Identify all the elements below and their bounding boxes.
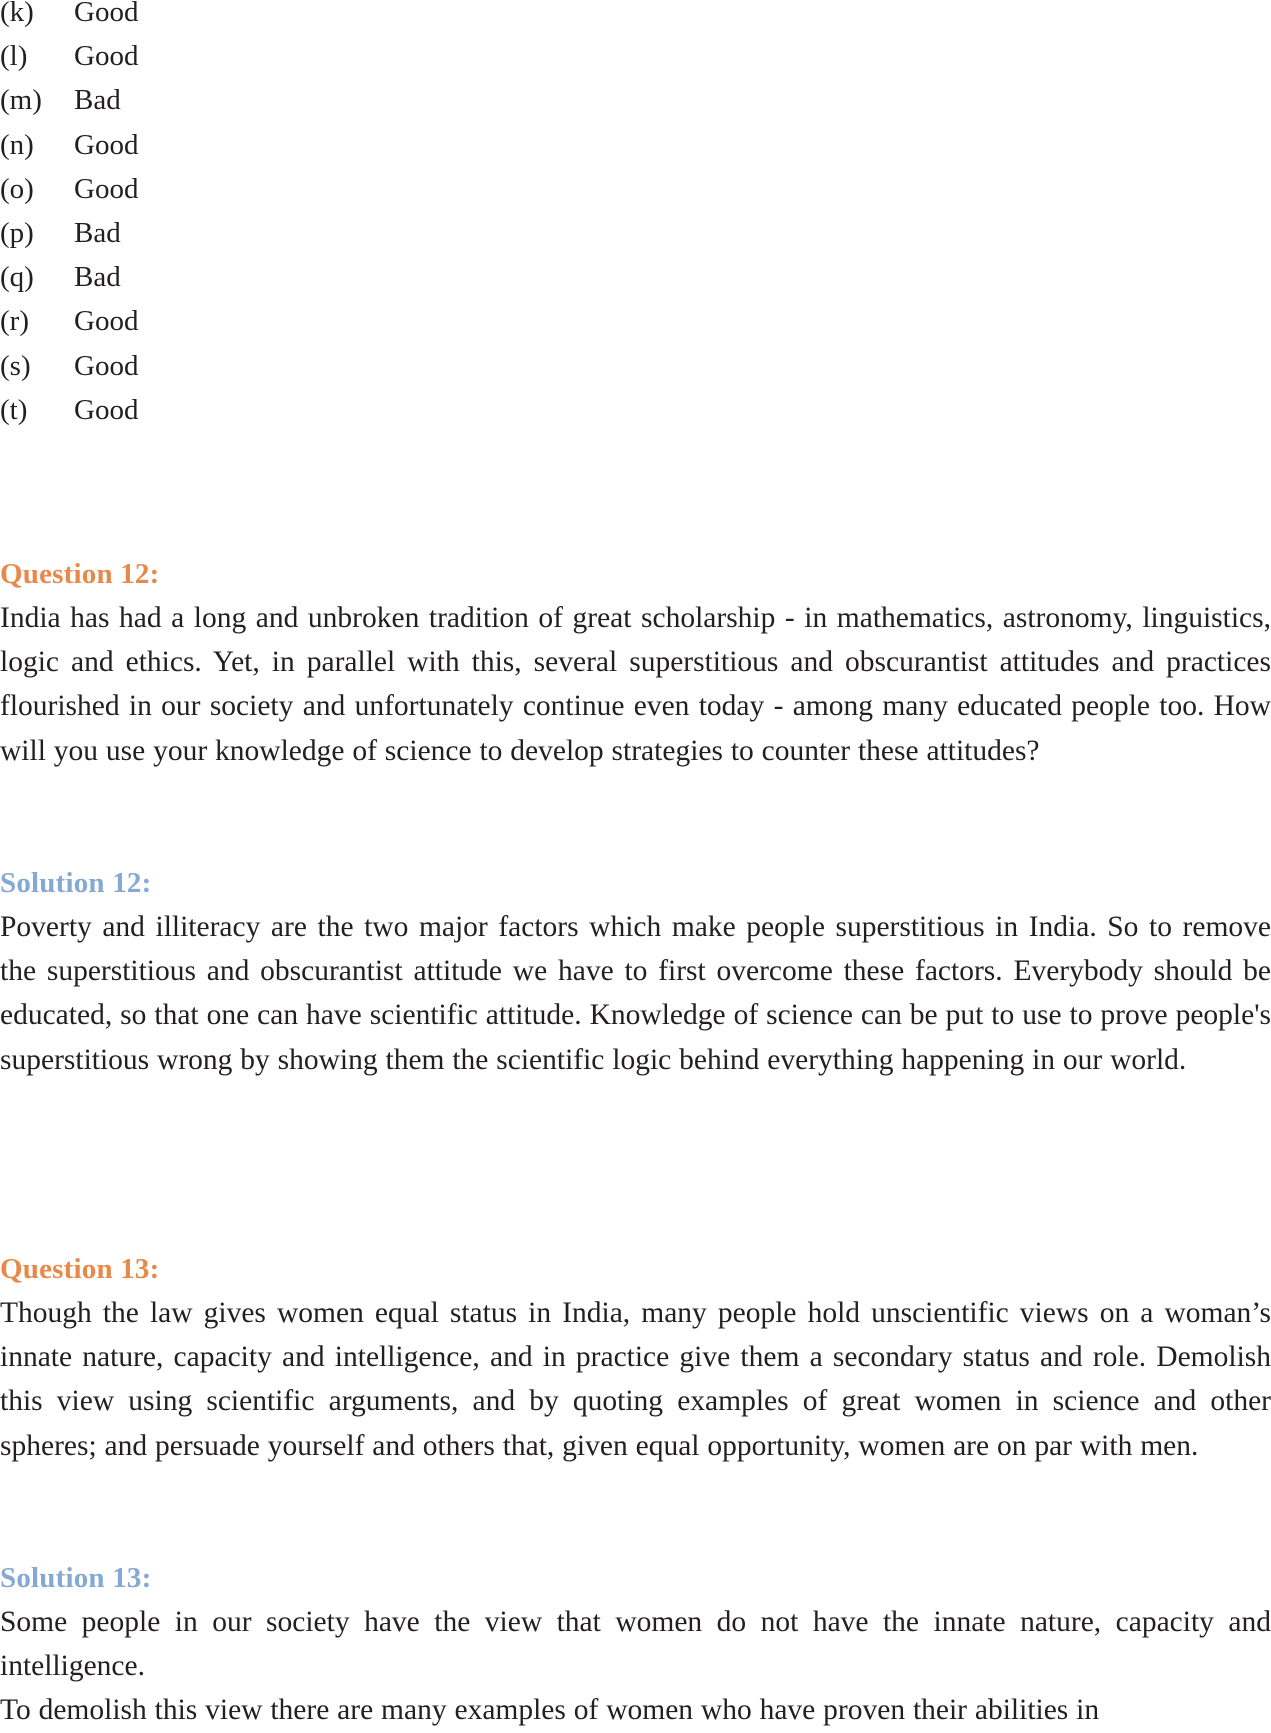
answer-item — [0, 255, 138, 299]
answer-item — [0, 299, 138, 343]
answer-label: (s) — [0, 349, 31, 382]
answer-value: Bad — [74, 216, 121, 249]
question-13 — [0, 1247, 1271, 1468]
answer-item — [0, 211, 138, 255]
question-heading: Question 13: — [0, 1253, 160, 1285]
answer-item — [0, 344, 138, 388]
solution-heading: Solution 13: — [0, 1562, 152, 1594]
answer-value: Good — [74, 40, 139, 73]
solution-text-1: Some people in our society have the view that women do not have the innate nature, capacity and intelligence. — [0, 1606, 1271, 1683]
answer-label: (n) — [0, 128, 34, 161]
answer-value: Good — [74, 349, 139, 382]
answer-list — [0, 0, 138, 432]
answer-label: (m) — [0, 84, 42, 117]
answer-label: (t) — [0, 393, 28, 426]
answer-item — [0, 78, 138, 122]
answer-value: Good — [74, 0, 139, 28]
answer-value: Good — [74, 393, 139, 426]
answer-item — [0, 123, 138, 167]
answer-label: (l) — [0, 40, 28, 73]
answer-label: (p) — [0, 216, 34, 249]
answer-item — [0, 34, 138, 78]
solution-13 — [0, 1556, 1271, 1733]
answer-value: Good — [74, 172, 139, 205]
answer-label: (o) — [0, 172, 34, 205]
solution-12 — [0, 861, 1271, 1082]
answer-item — [0, 388, 138, 432]
question-text: India has had a long and unbroken tradition of great scholarship - in mathematics, astronomy, linguistics, logic and ethics. Yet, in parallel with this, several superstitious and obscurantist attitudes and practices flourished in our society and unfortunately continue even today - among many educated people too. How will you use your knowledge of science to develop strategies to counter these attitudes? — [0, 602, 1271, 767]
answer-value: Good — [74, 128, 139, 161]
answer-item — [0, 0, 138, 34]
question-heading: Question 12: — [0, 558, 160, 590]
answer-label: (k) — [0, 0, 34, 28]
answer-value: Bad — [74, 84, 121, 117]
solution-text-2: To demolish this view there are many examples of women who have proven their abilities in — [0, 1694, 1100, 1727]
question-text: Though the law gives women equal status in India, many people hold unscientific views on a woman’s innate nature, capacity and intelligence, and in practice give them a secondary status and role. Demolish this view using scientific arguments, and by quoting examples of great women in science and other spheres; and persuade yourself and others that, given equal opportunity, women are on par with men. — [0, 1297, 1271, 1462]
solution-heading: Solution 12: — [0, 867, 152, 899]
answer-label: (r) — [0, 305, 29, 338]
answer-item — [0, 167, 138, 211]
question-12 — [0, 552, 1271, 773]
answer-value: Good — [74, 305, 139, 338]
solution-text: Poverty and illiteracy are the two major factors which make people superstitious in India. So to remove the superstitious and obscurantist attitude we have to first overcome these factors. Everybody should be educated, so that one can have scientific attitude. Knowledge of science can be put to use to prove people's superstitious wrong by showing them the scientific logic behind everything happening in our world. — [0, 911, 1271, 1076]
answer-value: Bad — [74, 261, 121, 294]
answer-label: (q) — [0, 261, 34, 294]
